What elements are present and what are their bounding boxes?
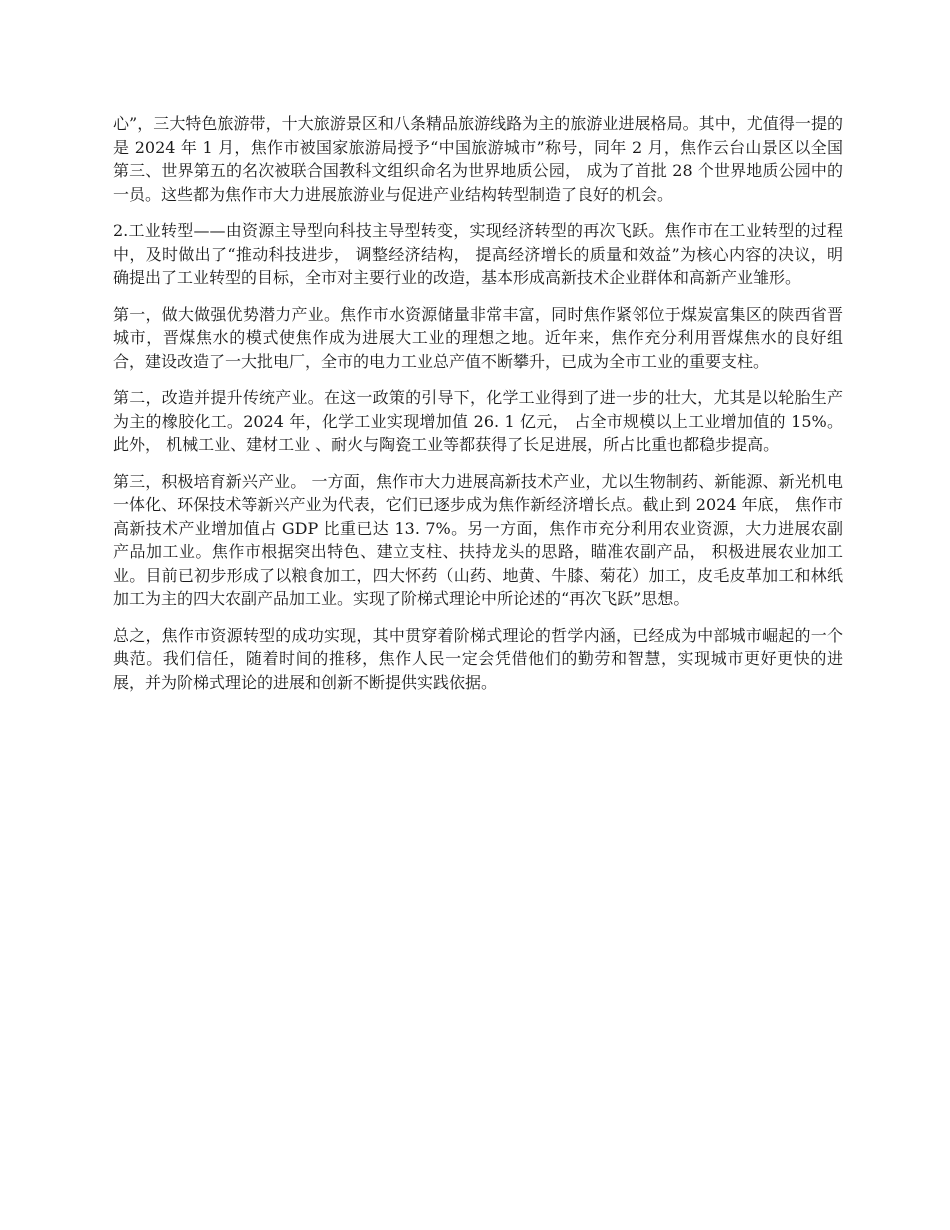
document-page [113, 112, 843, 707]
paragraph-industrial-transformation: 2.工业转型——由资源主导型向科技主导型转变，实现经济转型的再次飞跃。焦作市在工业转型的过程中，及时做出了“推动科技进步， 调整经济结构， 提高经济增长的质量和效益”为核心内容的决议，明确提出了工业转型的目标，全市对主要行业的改造，基本形成高新技术企业群体和高新产业雏形。 [113, 221, 843, 287]
paragraph-first-advantage-industry: 第一，做大做强优势潜力产业。焦作市水资源储量非常丰富，同时焦作紧邻位于煤炭富集区的陕西省晋城市，晋煤焦水的模式使焦作成为进展大工业的理想之地。近年来，焦作充分利用晋煤焦水的良好组合，建设改造了一大批电厂，全市的电力工业总产值不断攀升，已成为全市工业的重要支柱。 [113, 304, 843, 371]
paragraph-second-traditional-industry: 第二，改造并提升传统产业。在这一政策的引导下，化学工业得到了进一步的壮大，尤其是以轮胎生产为主的橡胶化工。2024 年，化学工业实现增加值 26. 1 亿元， 占全市规模以上工业增加值的 15%。此外， 机械工业、建材工业 、耐火与陶瓷工业等都获得了长足进展，所占比重也都稳步提高。 [113, 388, 843, 454]
paragraph-third-emerging-industry: 第三，积极培育新兴产业。 一方面，焦作市大力进展高新技术产业，尤以生物制药、新能源、新光机电一体化、环保技术等新兴产业为代表，它们已逐步成为焦作新经济增长点。截止到 2024 年底， 焦作市高新技术产业增加值占 GDP 比重已达 13. 7%。另一方面，焦作市充分利用农业资源，大力进展农副产品加工业。焦作市根据突出特色、建立支柱、扶持龙头的思路，瞄准农副产品， 积极进展农业加工业。目前已初步形成了以粮食加工，四大怀药（山药、地黄、牛膝、菊花）加工，皮毛皮革加工和林纸加工为主的四大农副产品加工业。实现了阶梯式理论中所论述的“再次飞跃”思想。 [113, 471, 843, 608]
paragraph-tourism-continuation: 心”，三大特色旅游带，十大旅游景区和八条精品旅游线路为主的旅游业进展格局。其中，尤值得一提的是 2024 年 1 月，焦作市被国家旅游局授予“中国旅游城市”称号，同年 2 月，焦作云台山景区以全国第三、世界第五的名次被联合国教科文组织命名为世界地质公园， 成为了首批 28 个世界地质公园中的一员。这些都为焦作市大力进展旅游业与促进产业结构转型制造了良好的机会。 [113, 114, 843, 204]
paragraph-conclusion: 总之，焦作市资源转型的成功实现，其中贯穿着阶梯式理论的哲学内涵，已经成为中部城市崛起的一个典范。我们信任，随着时间的推移，焦作人民一定会凭借他们的勤劳和智慧，实现城市更好更快的进展，并为阶梯式理论的进展和创新不断提供实践依据。 [113, 625, 843, 692]
